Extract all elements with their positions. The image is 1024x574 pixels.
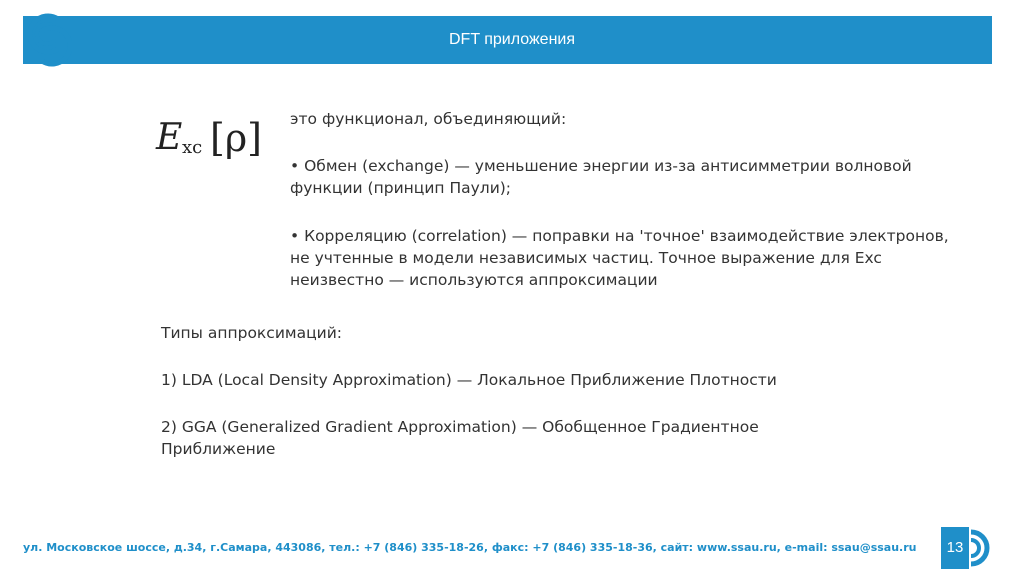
correlation-bullet: • Корреляцию (correlation) — поправки на 'точное' взаимодействие электронов, не учтенные в модели независимых частиц. Точное выражение для Exc неизвестно — используются аппроксимации: [290, 227, 949, 289]
definition-text: это функционал, объединяющий:: [290, 110, 567, 128]
footer-contact: ул. Московское шоссе, д.34, г.Самара, 443086, тел.: +7 (846) 335-18-26, факс: +7 (846) 335-18-36, сайт: www.ssau.ru, e-mail: ssau@ssau.ru: [23, 541, 917, 554]
page-number: 13: [941, 527, 969, 569]
lda-item: 1) LDA (Local Density Approximation) — Локальное Приближение Плотности: [161, 371, 777, 389]
exc-formula: [156, 116, 262, 168]
gga-item: 2) GGA (Generalized Gradient Approximation) — Обобщенное Градиентное Приближение: [161, 418, 759, 458]
ssau-logo-icon: [28, 13, 72, 67]
formula-argument: [ρ]: [210, 116, 262, 160]
formula-symbol: E: [156, 117, 183, 158]
formula-subscript: xc: [182, 137, 203, 158]
slide-title: DFT приложения: [448, 31, 576, 48]
ssau-mark-icon: [969, 526, 995, 570]
approximation-types-heading: Типы аппроксимаций:: [161, 324, 342, 342]
exchange-bullet: • Обмен (exchange) — уменьшение энергии из-за антисимметрии волновой функции (принцип Паули);: [290, 157, 912, 197]
